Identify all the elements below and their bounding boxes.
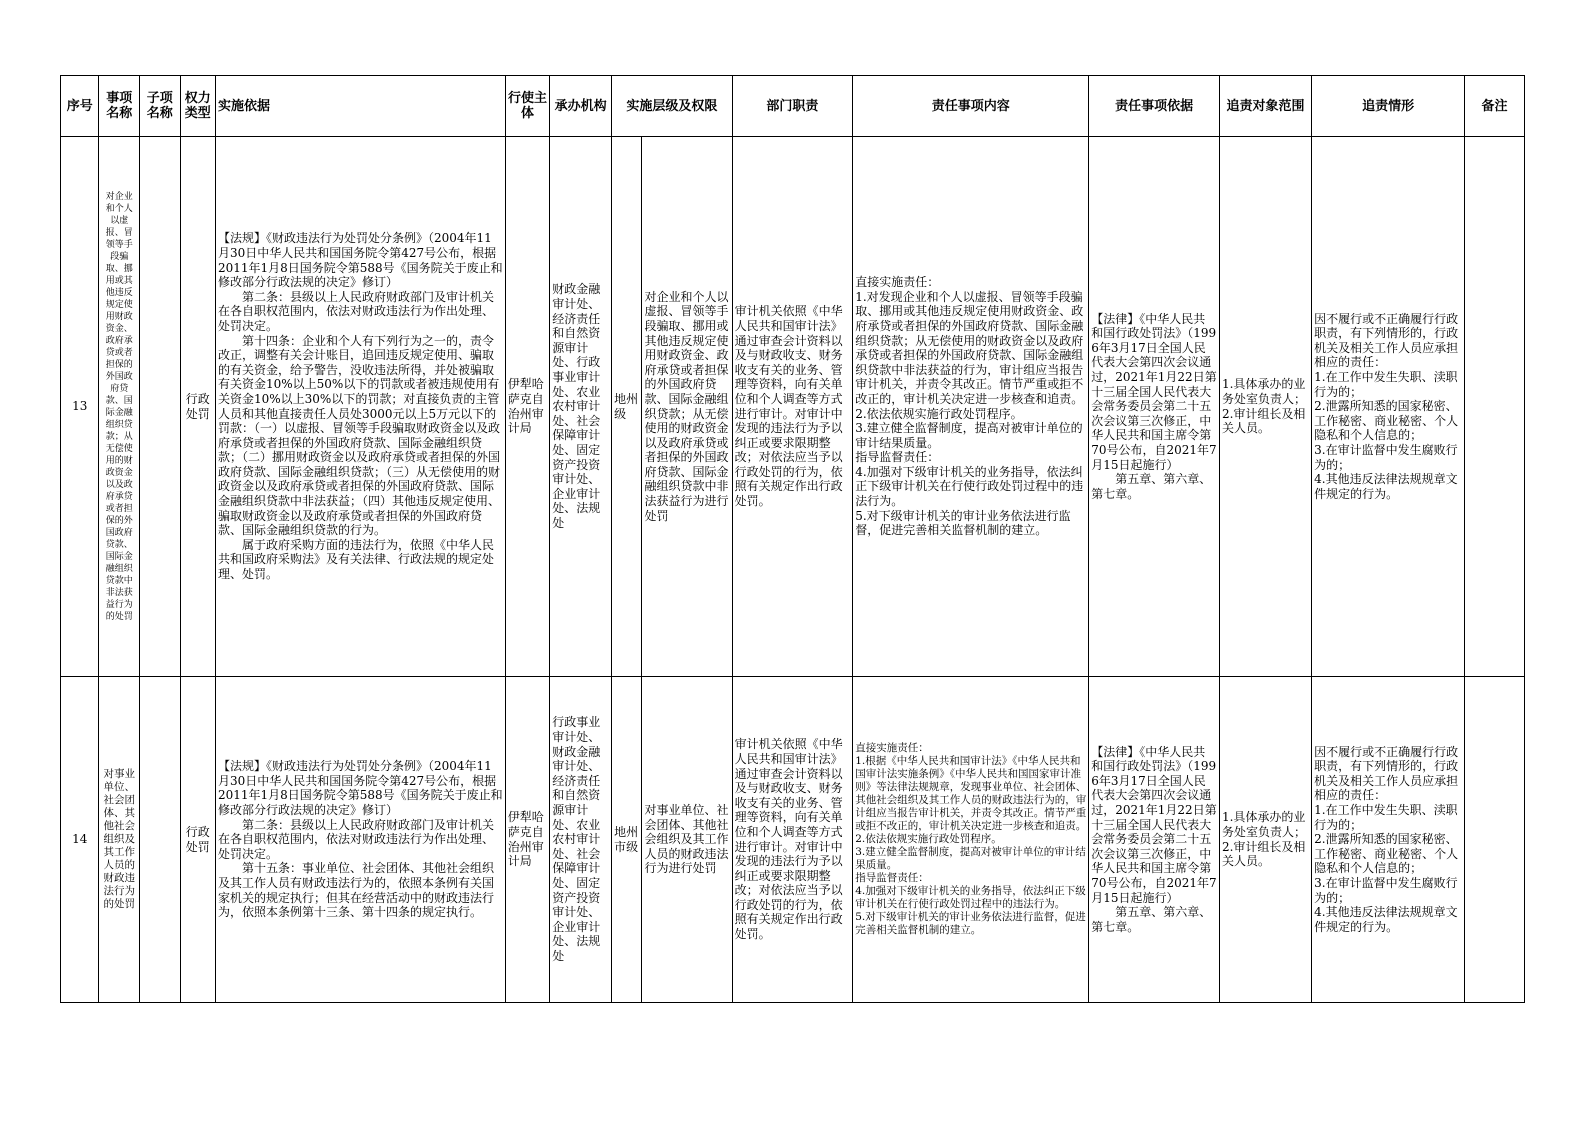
remark-cell (1465, 137, 1525, 677)
content-line: 4.加强对下级审计机关的业务指导，依法纠正下级审计机关在行使行政处罚过程中的违法行为。 (855, 464, 1084, 509)
header-level-authority: 实施层级及权限 (612, 76, 733, 137)
header-duty: 部门职责 (732, 76, 853, 137)
situation-line: 2.泄露所知悉的国家秘密、工作秘密、商业秘密、个人隐私和个人信息的； (1314, 832, 1459, 876)
authority-cell: 对事业单位、社会团体、其他社会组织及其工作人员的财政违法行为进行处罚 (642, 677, 732, 1003)
power-type-cell: 行政处罚 (180, 677, 215, 1003)
basis-paragraph: 【法规】《财政违法行为处罚处分条例》（2004年11月30日中华人民共和国国务院令第427号公布，根据2011年1月8日国务院令第588号《国务院关于废止和修改部分行政法规的决定》修订） (217, 231, 503, 290)
remark-cell (1465, 677, 1525, 1003)
table-row (61, 137, 1525, 677)
power-list-table (60, 75, 1525, 1003)
header-row (61, 76, 1525, 137)
content-line: 3.建立健全监督制度，提高对被审计单位的审计结果质量。 (855, 846, 1086, 871)
content-line: 2.依法依规实施行政处罚程序。 (855, 833, 1002, 845)
content-basis-paragraph: 【法律】《中华人民共和国行政处罚法》（1996年3月17日全国人民代表大会第四次会议通过，2021年1月22日第十三届全国人民代表大会常务委员会第二十五次会议第三次修正，中华人民共和国主席令第70号公布，自2021年7月15日起施行） (1091, 744, 1217, 905)
content-line: 2.依法依规实施行政处罚程序。 (855, 406, 1023, 421)
basis-paragraph: 第十五条：事业单位、社会团体、其他社会组织及其工作人员有财政违法行为的，依照本条例有关国家机关的规定执行；但其在经营活动中的财政违法行为，依照本条例第十三条、第十四条的规定执行。 (217, 861, 494, 920)
content-line: 指导监督责任： (855, 872, 929, 884)
header-subject: 行使主体 (505, 76, 550, 137)
situation-line: 1.在工作中发生失职、渎职行为的； (1314, 370, 1458, 399)
header-item-name: 事项名称 (99, 76, 140, 137)
item-name-cell: 对企业和个人以虚报、冒领等手段骗取、挪用或其他违反规定使用财政资金、政府承贷或者担保的外国政府贷款、国际金融组织贷款；从无偿使用的财政资金以及政府承贷或者担保的外国政府贷款、国际金融组织贷款中非法获益行为的处罚 (99, 137, 140, 677)
header-remark: 备注 (1465, 76, 1525, 137)
subject-cell: 伊犁哈萨克自治州审计局 (505, 677, 550, 1003)
content-basis-paragraph: 第五章、第六章、第七章。 (1091, 472, 1212, 501)
situations-cell (1312, 677, 1465, 1003)
content-line: 3.建立健全监督制度，提高对被审计单位的审计结果质量。 (855, 421, 1083, 450)
item-name-cell: 对事业单位、社会团体、其他社会组织及其工作人员的财政违法行为的处罚 (99, 677, 140, 1003)
sub-item-cell (140, 677, 181, 1003)
content-line: 指导监督责任： (855, 450, 940, 465)
content-basis-paragraph: 【法律】《中华人民共和国行政处罚法》（1996年3月17日全国人民代表大会第四次会议通过，2021年1月22日第十三届全国人民代表大会常务委员会第二十五次会议第三次修正，中华人民共和国主席令第70号公布，自2021年7月15日起施行） (1091, 311, 1217, 472)
basis-paragraph: 第二条：县级以上人民政府财政部门及审计机关在各自职权范围内，依法对财政违法行为作出处理、处罚决定。 (217, 817, 494, 861)
scope-line: 1.具体承办的业务处室负责人； (1221, 377, 1306, 406)
seq-cell: 14 (61, 677, 99, 1003)
situation-line: 3.在审计监督中发生腐败行为的； (1314, 442, 1458, 472)
content-line: 1.对发现企业和个人以虚报、冒领等手段骗取、挪用或其他违反规定使用财政资金、政府承贷或者担保的外国政府贷款、国际金融组织贷款；从无偿使用的财政资金以及政府承贷或者担保的外国政府贷款、国际金融组织贷款中非法获益的行为，审计组应当报告审计机关，并责令其改正。情节严重或拒不改正的，审计机关决定进一步核查和追责。 (855, 289, 1084, 406)
scope-cell (1219, 677, 1311, 1003)
content-line: 5.对下级审计机关的审计业务依法进行监督，促进完善相关监督机制的建立。 (855, 508, 1071, 538)
situation-line: 4.其他违反法律法规规章文件规定的行为。 (1314, 472, 1458, 501)
agency-cell: 财政金融审计处、经济责任和自然资源审计处、行政事业审计处、农业农村审计处、社会保障审计处、固定资产投资审计处、企业审计处、法规处 (550, 137, 612, 677)
situations-cell (1312, 137, 1465, 677)
scope-cell (1219, 137, 1311, 677)
scope-line: 1.具体承办的业务处室负责人； (1221, 810, 1306, 839)
content-basis-paragraph: 第五章、第六章、第七章。 (1091, 905, 1212, 934)
situation-line: 2.泄露所知悉的国家秘密、工作秘密、商业秘密、个人隐私和个人信息的； (1314, 399, 1459, 443)
situation-line: 因不履行或不正确履行行政职责，有下列情形的，行政机关及相关工作人员应承担相应的责任： (1314, 744, 1459, 803)
content-line: 1.根据《中华人民共和国审计法》《中华人民共和国审计法实施条例》《中华人民共和国国家审计准则》等法律法规规章，发现事业单位、社会团体、其他社会组织及其工作人员的财政违法行为的，审计组应当报告审计机关，并责令其改正。情节严重或拒不改正的，审计机关决定进一步核查和追责。 (855, 755, 1087, 832)
level-cell: 地州级 (612, 137, 642, 677)
basis-paragraph: 第二条：县级以上人民政府财政部门及审计机关在各自职权范围内，依法对财政违法行为作出处理、处罚决定。 (217, 289, 494, 333)
basis-cell (215, 137, 505, 677)
content-line: 直接实施责任： (855, 275, 940, 290)
basis-cell (215, 677, 505, 1003)
header-agency: 承办机构 (550, 76, 612, 137)
agency-cell: 行政事业审计处、财政金融审计处、经济责任和自然资源审计处、农业农村审计处、社会保障审计处、固定资产投资审计处、企业审计处、法规处 (550, 677, 612, 1003)
content-line: 直接实施责任： (855, 742, 929, 754)
header-content: 责任事项内容 (853, 76, 1089, 137)
subject-cell: 伊犁哈萨克自治州审计局 (505, 137, 550, 677)
scope-line: 2.审计组长及相关人员。 (1221, 839, 1306, 869)
header-content-basis: 责任事项依据 (1089, 76, 1220, 137)
seq-cell: 13 (61, 137, 99, 677)
duty-cell: 审计机关依照《中华人民共和国审计法》通过审查会计资料以及与财政收支、财务收支有关的业务、管理等资料，向有关单位和个人调查等方式进行审计。对审计中发现的违法行为予以纠正或要求限期整改；对依法应当予以行政处罚的行为，依照有关规定作出行政处罚。 (732, 677, 853, 1003)
basis-paragraph: 【法规】《财政违法行为处罚处分条例》（2004年11月30日中华人民共和国国务院令第427号公布，根据2011年1月8日国务院令第588号《国务院关于废止和修改部分行政法规的决定》修订） (217, 759, 503, 818)
situation-line: 因不履行或不正确履行行政职责，有下列情形的，行政机关及相关工作人员应承担相应的责任： (1314, 311, 1459, 370)
authority-cell: 对企业和个人以虚报、冒领等手段骗取、挪用或其他违反规定使用财政资金、政府承贷或者担保的外国政府贷款、国际金融组织贷款；从无偿使用的财政资金以及政府承贷或者担保的外国政府贷款、国际金融组织贷款中非法获益行为进行处罚 (642, 137, 732, 677)
content-cell (853, 677, 1089, 1003)
situation-line: 4.其他违反法律法规规章文件规定的行为。 (1314, 905, 1458, 934)
content-cell (853, 137, 1089, 677)
content-basis-cell (1089, 677, 1220, 1003)
header-situations: 追责情形 (1312, 76, 1465, 137)
basis-paragraph: 第十四条：企业和个人有下列行为之一的，责令改正，调整有关会计账目，追回违反规定使用、骗取的有关资金，给予警告，没收违法所得，并处被骗取有关资金10%以上50%以下的罚款或者被违规使用有关资金10%以上30%以下的罚款；对直接负责的主管人员和其他直接责任人员处3000元以上5万元以下的罚款：（一）以虚报、冒领等手段骗取财政资金以及政府承贷或者担保的外国政府贷款、国际金融组织贷款；（二）挪用财政资金以及政府承贷或者担保的外国政府贷款、国际金融组织贷款；（三）从无偿使用的财政资金以及政府承贷或者担保的外国政府贷款、国际金融组织贷款中非法获益；（四）其他违反规定使用、骗取财政资金以及政府承贷或者担保的外国政府贷款、国际金融组织贷款的行为。 (217, 333, 500, 538)
scope-line: 2.审计组长及相关人员。 (1221, 406, 1306, 436)
header-seq: 序号 (61, 76, 99, 137)
situation-line: 3.在审计监督中发生腐败行为的； (1314, 875, 1458, 905)
header-scope: 追责对象范围 (1219, 76, 1311, 137)
table-row (61, 677, 1525, 1003)
content-line: 5.对下级审计机关的审计业务依法进行监督，促进完善相关监督机制的建立。 (855, 911, 1086, 936)
basis-paragraph: 属于政府采购方面的违法行为，依照《中华人民共和国政府采购法》及有关法律、行政法规的规定处理、处罚。 (217, 537, 494, 582)
header-basis: 实施依据 (215, 76, 505, 137)
power-type-cell: 行政处罚 (180, 137, 215, 677)
situation-line: 1.在工作中发生失职、渎职行为的； (1314, 803, 1458, 832)
header-power-type: 权力类型 (180, 76, 215, 137)
level-cell: 地州市级 (612, 677, 642, 1003)
content-line: 4.加强对下级审计机关的业务指导，依法纠正下级审计机关在行使行政处罚过程中的违法行为。 (855, 885, 1086, 910)
header-sub-item: 子项名称 (140, 76, 181, 137)
content-basis-cell (1089, 137, 1220, 677)
sub-item-cell (140, 137, 181, 677)
duty-cell: 审计机关依照《中华人民共和国审计法》通过审查会计资料以及与财政收支、财务收支有关的业务、管理等资料，向有关单位和个人调查等方式进行审计。对审计中发现的违法行为予以纠正或要求限期整改；对依法应当予以行政处罚的行为，依照有关规定作出行政处罚。 (732, 137, 853, 677)
